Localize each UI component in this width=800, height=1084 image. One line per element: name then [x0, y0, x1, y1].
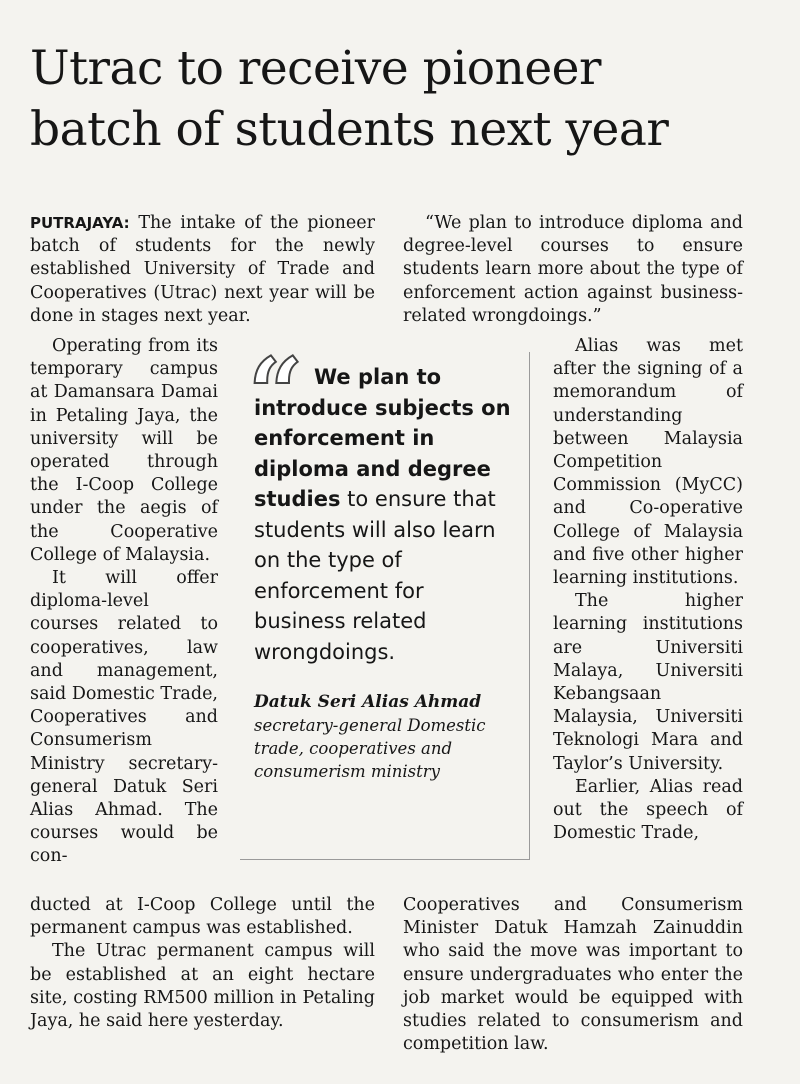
pull-quote-attribution-name: Datuk Seri Alias Ahmad	[254, 692, 482, 712]
lead-paragraph	[30, 212, 375, 328]
pull-quote-attribution-title: secretary-general Domestic trade, cooperatives and consumerism ministry	[254, 716, 486, 781]
paragraph-mou: Alias was met after the signing of a memorandum of understanding between Malaysia Competition Commission (MyCC) and Co-operative College of Malaysia and five other higher learning institutions.	[553, 336, 743, 589]
quote-mark-icon: “	[248, 337, 304, 450]
article-column-right-top	[403, 212, 743, 328]
paragraph-institutions: The higher learning institutions are Universiti Malaya, Universiti Kebangsaan Malaysia, Universiti Teknologi Mara and Taylor’s University.	[553, 591, 743, 774]
headline	[30, 38, 770, 160]
article-column-left-bottom	[30, 894, 375, 1033]
pull-quote-box	[240, 337, 530, 860]
paragraph-courses: It will offer diploma-level courses related to cooperatives, law and management, said Domestic Trade, Cooperatives and Consumerism Ministry secretary-general Datuk Seri Alias Ahmad. The courses would be con-	[30, 568, 218, 867]
article-column-right-narrow	[553, 335, 743, 845]
paragraph-campus: Operating from its temporary campus at Damansara Damai in Petaling Jaya, the university will be operated through the I-Coop College under the aegis of the Cooperative College of Malaysia.	[30, 336, 218, 565]
article-column-right-bottom	[403, 894, 743, 1056]
paragraph-quote: “We plan to introduce diploma and degree-level courses to ensure students learn more about the type of enforcement action against business-related wrongdoings.”	[403, 213, 743, 326]
paragraph-speech-continued: Cooperatives and Consumerism Minister Datuk Hamzah Zainuddin who said the move was important to ensure undergraduates who enter the job market would be equipped with studies related to consumerism and competition law.	[403, 895, 743, 1055]
headline-line-2: batch of students next year	[30, 102, 669, 157]
pull-quote-bold-lead: We plan to introduce subjects on enforcement in diploma and degree studies	[254, 365, 511, 511]
pull-quote-rest: to ensure that students will also learn on the type of enforcement for business related wrongdoings.	[254, 487, 496, 664]
headline-line-1: Utrac to receive pioneer	[30, 41, 601, 96]
article-column-left-top	[30, 212, 375, 328]
paragraph-speech: Earlier, Alias read out the speech of Domestic Trade,	[553, 776, 743, 844]
article-column-left-narrow	[30, 335, 218, 869]
lead-text: The intake of the pioneer batch of students for the newly established University of Trade and Cooperatives (Utrac) next year will be done in stages next year.	[30, 213, 375, 326]
paragraph-permanent-campus: The Utrac permanent campus will be established at an eight hectare site, costing RM500 million in Petaling Jaya, he said here yesterday.	[30, 941, 375, 1032]
dateline: PUTRAJAYA:	[30, 214, 130, 232]
paragraph-courses-continued: ducted at I-Coop College until the permanent campus was established.	[30, 895, 375, 939]
